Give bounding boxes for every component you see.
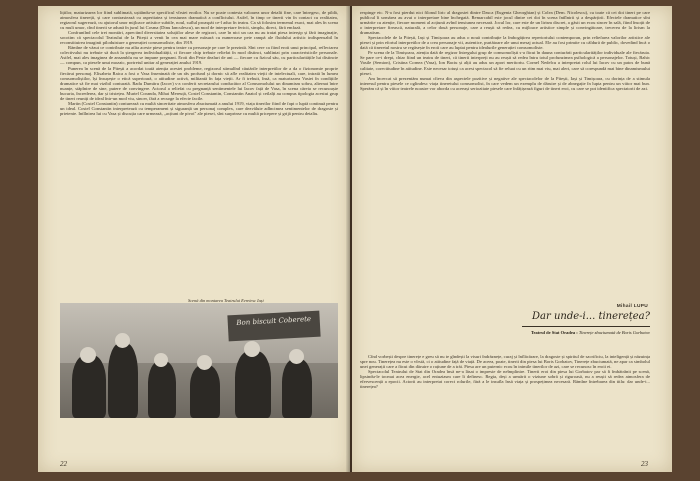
right-page-text xyxy=(360,10,650,91)
paragraph: Cînd vorbești despre tinerețe e greu să nu te gîndești la visuri îndrăznețe, curaj și înflăcărare, la dragoste și spiritul de sacrificiu, la inteligență și năzuința spre nou. Tinerețea nu este o vîrstă, ci o atitudine față de viață. De aceea, poate, tinerii din piesa lui Boris Gorbatov, Tinerețe zbuciumată, ne apar ca simbolul unei generații care a făcut din dăruire o rațiune de a trăi. Piesa are un puternic ecou în inimile tinerilor de azi, care se recunosc în eroii ei. xyxy=(360,354,650,370)
paragraph: Am încercat să prezentăm numai cîteva din aspectele pozitive și negative ale spectacolelor de la Pitești, Iași și Timișoara, cu dorința de a stimula interesul pentru piesele ce oglindesc viața tineretului comsomolist, în care vedem un exemplu de dăruire și de abnegație în lupta pentru un viitor mai bun. Sperăm că și în viitor teatrele noastre vor aborda cu aceeași seriozitate piesele care înfățișează figuri de tineri eroi, cu care se pot identifica spectatorii de azi. xyxy=(360,75,650,91)
article-body xyxy=(360,354,650,389)
theatre-name: Teatrul de Stat Oradea : xyxy=(530,330,579,335)
article-subtitle xyxy=(464,330,650,335)
page-number: 23 xyxy=(641,460,648,468)
left-page xyxy=(38,6,350,472)
play-title: Tinerețe zbuciumată de Boris Gorbatov xyxy=(578,330,650,335)
page-number: 22 xyxy=(60,460,67,468)
paragraph: Rămîne de văzut ce contribuie nu atîta aceste piese pentru teatre cu personaje pe care le prezintă. Sînt cere ca fiind eroii unui principal, reflectarea colectivului nu trebuie să ducă la ștergerea individualității, ci fiecare chip trebuie reliefat în mod distinct, subliniat prin caracteristicile personale. Astfel, mai ales imaginea de ansamblu nu se impune pregnant. Eroii din Peste dealuri de ani — fiecare cu fizicul său, cu particularitățile lui distincte — compun, ca piesele unui mozaic, portretul unitar al generației anului 1919. xyxy=(60,45,338,66)
paragraph: Confruntînd cele trei montări, apreciind diversitatea soluțiilor alese de regizori, care în nici un caz nu au tratat piesa interșip și fără imaginație, socotim că spectacolul Teatrului de la Pitești a venit în cea mai mare măsură cu numeroase pete rampă ale fluidului artistic indispensabil în reconstituirea imaginii piloduisture a generației comsomoliste, din 1919. xyxy=(60,30,338,46)
author-signature: Mihail LUPU xyxy=(616,304,648,309)
paragraph: respinge etc. N-a fost pierdut nici filonul liric al dragostei dintre Dasca (Eugenia Gheorghian) și Colea (Dem. Nicolescu), cu toate că cei doi tineri pe care publicul îi urmărea au avut o interpretare bine închegată. Remarcabil este jocul dintre cei doi în scena întîlnirii și a despărțirii. Efectele dramatice sînt urmărite cu atenție, fiecare moment al acțiunii avînd tensiunea necesară. Jocul lor, care este de un lirism discret, a găsit un ecou sincer în sală, fiind însoțit de o interpretare firească, naturală, a celor două personaje, care a reușit să redea, cu mijloace artistice simple și convingătoare, trecerea de la lirism la dramatism. xyxy=(360,10,650,36)
left-page-text xyxy=(60,10,338,116)
paragraph: Martin (Costel Constantin) conturează cu multă sinceritate atmosfera zbuciumată a anului 1919, viața tinerilor fiind de fapt o luptă continuă pentru un ideal. Costel Constantin interpretează cu temperament și siguranță un personaj complex, care dezvăluie adîncimea sentimentelor de dragoste și prietenie. Intîlnirea lui cu Vasa și discuția care urmează, „acțiuni de pivot" ale piesei, sînt surprinse cu multă pricepere și grijă pentru detaliu. xyxy=(60,100,338,116)
right-page xyxy=(352,6,672,472)
article-title: Dar unde-i... tinerețea? xyxy=(532,311,650,322)
paragraph: Spectacolele de la Pitești, Iași și Timișoara au adus o nouă contribuție la îmbogățirea repertoriului contemporan, prin reliefarea valorilor artistice ale piesei și prin efortul interpretilor de a crea personaje vii, autentice, purtătoare ale unui mesaj actual. Ele au fost primite cu căldură de public, dovedind încă o dată că tineretul nostru se regăsește în eroii care au luptat pentru idealurile generației comsomoliste. xyxy=(360,35,650,51)
paragraph: Pe scena de la Timișoara, atenția dată de regizor întregului grup de comsomoliști s-a făcut în dauna conturării particularităților individuale ale fiecăruia. Se pare ce-i drept, chiar fiind un teatru de tineri, că tinerii interpreți nu au reușit să redea întru totul profunzimea psihologică a personajelor. Totuși, Bahic Vasile (Semion), Cristina Cornea (Vasa), Ion Baciu și alții au adus un aport meritoriu. Cornel Nedelcu a interpretat rolul lui Iacov cu un patos de bună calitate, corectitudine în atitudine. Este necesar totuși ca acest spectacol să fie reluat cu un ritm mai viu, mai alert, care să corespundă mai bine dinamismului piesei. xyxy=(360,50,650,76)
paragraph: Spectacolul Teatrului de Stat din Oradea însă ne-a lăsat o impresie de neîmplinire. Tinerii eroi din piesa lui Gorbatov par să fi îmbătrânit pe scenă, lipsindu-le tocmai acea energie, acel entuziasm care îi definesc. Regia, deși a urmărit o viziune sobră și riguroasă, nu a reușit să redea atmosfera de efervescență a epocii. Actorii au interpretat corect rolurile, fără a le insufla însă viața și prospețimea necesară. Rămîne întrebarea din titlu: dar unde-i... tinerețea? xyxy=(360,369,650,390)
photo-sign: Bon biscuit Coberete xyxy=(227,311,320,342)
stage-photo xyxy=(60,303,338,418)
title-rule xyxy=(522,326,650,327)
photo-caption: Scenă din montarea Teatrului Evreiesc Iași xyxy=(188,298,264,303)
paragraph: lițiilor, maturizarea lor fiind sublimată, ușitându-se specificul vîrstei eroilor. Nu se poate contesta valoarea unor detalii fine, care întregesc, de pildă, atmosfera tinereții, și care contrastează cu asperitatea și tensiunea dramatică a conflictului. Astfel, în timp ce tinerii vin în contact cu realitatea, regizorul sugerează, cu ajutorul unor mijloace artistice subtile, noul, suflul proaspăt ce-l aduc în teatru. Ca să folosim termenul exact, mai ales în scena cu mult umor, cînd tinerii se adună în jurul lui Cosma (Dinu Ianculescu), un mod de interpretare fericit, simplu, direct, fără emfază. xyxy=(60,10,338,31)
paragraph: Punerea în scenă de la Pitești a acordat toată atenția acestei probleme, regizorul stimulînd căutările interpretilor de a da o fizionomie proprie fiecărui personaj. Elisabeta Raica a fost o Vasa înseninată de un râs profund și dornic să afle realitatea vieții de intelectuali, care, intrată în lumea comsomoliștilor, își însușește o etică superioară, o atitudine activă, militantă în fața vieții. Ar fi trebuit, însă, ca maturizarea Vasiei în condițiile dramatice să fie mai vizibil conturată. Radu Dumitru (Iacov) s-a conferit secretarului conducător al Comsomolului un dinamism sobru, alternat între nuanțe, stăpînire de sine, putere de convingere. Actorul a reliefat cu pregnanță sentimentele lui Iacov față de Vasa, în scena căreia se recunoaște bucuria, încrederea, dar și tristețea. Muriel Coranda, Mihai Mereuță, Costel Constantin, Constantin Anatol și ceilalți au compus tipologia acestui grup de tineri reuniți de ideal într-un mod viu, sincer, fără a recurge la efecte facile. xyxy=(60,65,338,101)
